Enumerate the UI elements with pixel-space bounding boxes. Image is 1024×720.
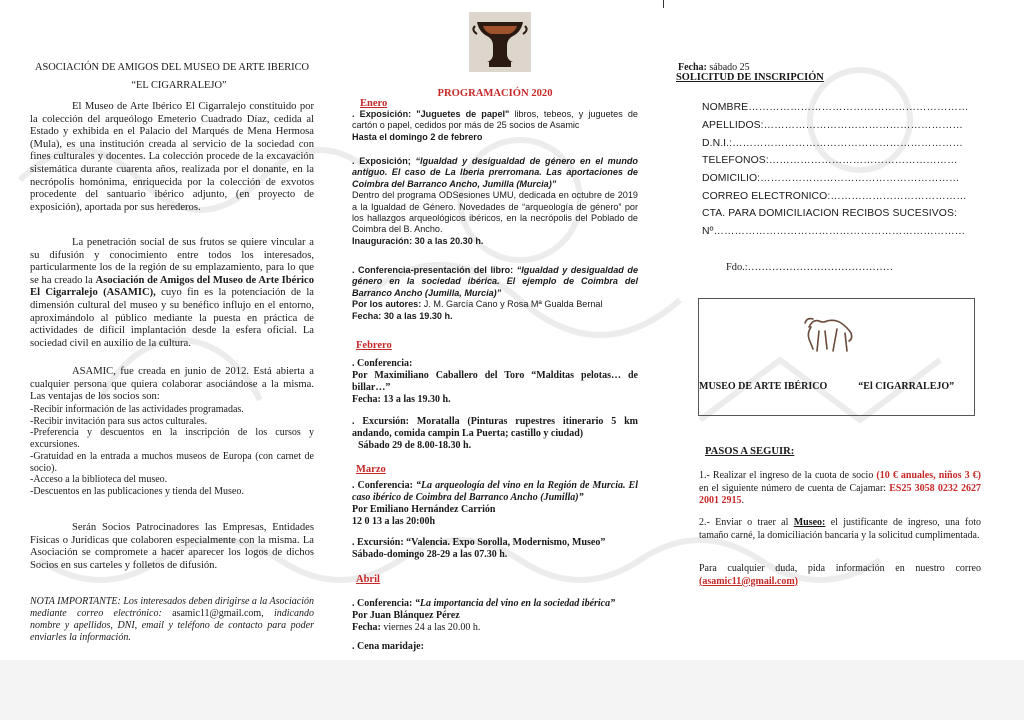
museum-name: MUSEO DE ARTE IBÉRICO bbox=[699, 381, 828, 392]
month-enero: Enero bbox=[360, 98, 388, 109]
form-title: SOLICITUD DE INSCRIPCIÓN bbox=[676, 72, 824, 83]
steps-title: PASOS A SEGUIR: bbox=[705, 446, 795, 457]
month-abril: Abril bbox=[356, 574, 380, 585]
note-text-start: NOTA IMPORTANTE: Los interesados deben dirigirse a la Asociación mediante correo electrónico: bbox=[30, 596, 314, 619]
event-date-label: Fecha: bbox=[352, 622, 381, 633]
event-label: . Conferencia: bbox=[352, 358, 413, 369]
horse-logo-icon bbox=[797, 313, 857, 359]
event-text: . Excursión: “Valencia. Expo Sorolla, Modernismo, Museo” bbox=[352, 537, 606, 548]
important-note bbox=[30, 596, 314, 644]
step1-text-end: . bbox=[741, 495, 744, 506]
registration-column bbox=[672, 0, 1002, 720]
fecha-label: Fecha: bbox=[678, 62, 707, 73]
fold-line-right bbox=[663, 0, 664, 8]
program-heading: PROGRAMACIÓN 2020 bbox=[437, 88, 553, 99]
benefit-item: -Acceso a la biblioteca del museo. bbox=[30, 474, 168, 486]
note-text-end: indicando nombre y apellidos, DNI, email y teléfono de contacto para poder enviarles la información. bbox=[30, 608, 314, 643]
event-title: “La importancia del vino en la sociedad ibérica” bbox=[414, 598, 616, 609]
event-label: . Conferencia: bbox=[352, 598, 415, 609]
event-maximiliano bbox=[352, 358, 638, 406]
step2-text-start: 2.- Enviar o traer al bbox=[699, 517, 794, 528]
event-valencia bbox=[352, 537, 638, 561]
event-cena: . Cena maridaje: bbox=[352, 641, 424, 652]
step-1 bbox=[699, 470, 981, 508]
step1-text-mid: en el siguiente número de cuenta de Cajamar: bbox=[699, 482, 890, 494]
event-text: Dentro del programa ODSesiones UMU, dedicada en octubre de 2019 a la Igualdad de Género. Novedades de “arqueología de género” por los hallazgos arqueológicos ibéricos, en la necrópolis del Poblado de Coimbra del B. Ancho. bbox=[352, 190, 638, 235]
event-vino-murcia bbox=[352, 480, 638, 528]
event-speaker: Por Juan Blánquez Pérez bbox=[352, 610, 460, 621]
museum-box bbox=[698, 298, 975, 416]
association-title: ASOCIACIÓN DE AMIGOS DEL MUSEO DE ARTE IBERICO bbox=[34, 62, 310, 73]
bank-account-number: ES25 3058 0232 2627 2001 2915 bbox=[699, 482, 981, 506]
field-apellidos[interactable]: APELLIDOS:………………………………………………… bbox=[702, 120, 963, 131]
step2-text-end: el justificante de ingreso, una foto tamaño carné, la domiciliación bancaria y la solicitud cumplimentada. bbox=[699, 517, 981, 541]
association-subtitle: “EL CIGARRALEJO” bbox=[131, 80, 227, 91]
event-date: 12 0 13 a las 20:00h bbox=[352, 516, 436, 527]
event-date: Sábado-domingo 28-29 a las 07.30 h. bbox=[352, 549, 508, 560]
museum-quote: “El CIGARRALEJO” bbox=[858, 381, 955, 392]
program-column bbox=[352, 0, 638, 720]
event-igualdad-expo bbox=[352, 156, 638, 247]
event-date: Sábado 29 de 8.00-18.30 h. bbox=[358, 440, 472, 451]
event-text: . Excursión: Moratalla (Pinturas rupestres itinerario 5 km andando, comida campin La Puerta; castillo y ciudad) bbox=[352, 416, 638, 439]
event-authors: J. M. García Cano y Rosa Mª Gualda Bernal bbox=[423, 299, 603, 310]
fecha-value: sábado 25 bbox=[706, 62, 750, 73]
event-moratalla bbox=[352, 416, 638, 452]
event-book-presentation bbox=[352, 265, 638, 322]
sponsors-paragraph: Serán Socios Patrocinadores las Empresas, Entidades Físicas o Jurídicas que colaboren especialmente con la misma. La Asociación se compromete a hacer aparecer los logos de dichos Socios en sus carteles y folletos de difusión. bbox=[30, 522, 314, 571]
benefit-item: -Recibir invitación para sus actos culturales. bbox=[30, 415, 208, 427]
step2-museo: Museo: bbox=[793, 517, 826, 528]
event-date: Hasta el domingo 2 de febrero bbox=[352, 131, 483, 142]
benefit-item: -Preferencia y descuentos en la inscripción de los cursos y excursiones. bbox=[30, 427, 314, 451]
membership-paragraph: ASAMIC, fue creada en junio de 2012. Está abierta a cualquier persona que quiera colaborar asociándose a la misma. Las ventajas de los socios son: bbox=[30, 366, 314, 403]
field-correo[interactable]: CORREO ELECTRÓNICO:………………………………… bbox=[702, 191, 967, 202]
event-title: "Juguetes de papel" bbox=[416, 109, 510, 119]
purpose-text-start: La penetración social de sus frutos se quiere vincular a su difusión y conocimiento entre todos los interesados, particularmente los de la región de su emplazamiento, para lo que se ha creado la bbox=[30, 237, 314, 286]
field-domicilio[interactable]: DOMICILIO:………………………………………………… bbox=[702, 173, 960, 184]
benefit-item: -Descuentos en las publicaciones y tienda del Museo. bbox=[30, 485, 244, 497]
month-febrero: Febrero bbox=[356, 340, 392, 351]
about-column bbox=[30, 0, 314, 720]
event-label: . Exposición; bbox=[352, 156, 416, 166]
field-cuenta-label: CTA. PARA DOMICILIACIÓN RECIBOS SUCESIVOS: bbox=[702, 208, 957, 219]
contact-email-link[interactable]: (asamic11@gmail.com) bbox=[699, 575, 799, 587]
museum-name-line bbox=[699, 381, 974, 392]
event-text: libros, tebeos, y juguetes de cartón o papel, cedidos por más de 25 socios de Asamic bbox=[352, 109, 638, 131]
purpose-text-end: cuyo fin es la potenciación de la dimensión cultural del museo y su benéfico influjo en el entorno, aproximándolo al público mediante la puesta en práctica de actividades de difícil implantación desde la esfera oficial. La sociedad civil en auxilio de la cultura. bbox=[30, 287, 314, 349]
event-date: Fecha: 13 a las 19.30 h. bbox=[352, 394, 451, 405]
purpose-paragraph bbox=[30, 237, 314, 350]
asamic-name: Asociación de Amigos del Museo de Arte Ibérico El Cigarralejo (ASAMIC), bbox=[30, 274, 315, 299]
benefits-list bbox=[30, 404, 314, 498]
event-title: “La arqueología del vino en la Región de Murcia. El caso ibérico de Coimbra del Barranco Ancho (Jumilla)” bbox=[352, 480, 638, 503]
note-email-link[interactable]: asamic11@gmail.com, bbox=[161, 608, 264, 619]
field-telefonos[interactable]: TELÉFONOS:……………………………………………… bbox=[702, 155, 958, 166]
event-vino-sociedad bbox=[352, 598, 638, 634]
event-title: “Igualdad y desigualdad de género en la sociedad ibérica. El ejemplo de Coimbra del Barranco Ancho (Jumilla, Murcia)” bbox=[352, 265, 639, 298]
event-authors-label: Por los autores: bbox=[352, 299, 424, 310]
event-label: . Exposición: bbox=[352, 109, 417, 119]
contact-line bbox=[699, 563, 981, 588]
step1-text-start: 1.- Realizar el ingreso de la cuota de socio bbox=[699, 470, 877, 481]
event-date: viernes 24 a las 20.00 h. bbox=[380, 622, 481, 633]
event-date: Inauguración: 30 a las 20.30 h. bbox=[352, 235, 484, 246]
month-marzo: Marzo bbox=[356, 464, 386, 475]
event-speaker: Por Emiliano Hernández Carrión bbox=[352, 504, 496, 515]
intro-paragraph: El Museo de Arte Ibérico El Cigarralejo constituido por la colección del arqueólogo Emeterio Cuadrado Díaz, cedida al Estado y exhibida en el Palacio del Marqués de Mena Hermosa (Mula), es una institución creada al servicio de la sociedad con fines culturales y docentes. La colección procede de la excavación sistemática durante cuarenta años, realizada por el donante, en la necrópolis homónima, enriquecida por la colección de exvotos procedente del santuario ibérico adjunto, (en proyecto de exposición), aportada por sus herederos. bbox=[30, 101, 314, 213]
benefit-item: -Gratuidad en la entrada a muchos museos de Europa (con carnet de socio). bbox=[30, 450, 314, 474]
field-dni[interactable]: D.N.I.:………………………………………………………… bbox=[702, 138, 963, 149]
event-text: Por Maximiliano Caballero del Toro “Malditas pelotas… de billar…” bbox=[352, 370, 638, 393]
event-label: . Conferencia: bbox=[352, 480, 416, 491]
field-nombre[interactable]: NOMBRE……………………………………………………… bbox=[702, 102, 969, 113]
event-label: . Conferencia-presentación del libro: bbox=[352, 265, 517, 275]
contact-text: Para cualquier duda, pida información en nuestro correo bbox=[699, 563, 981, 574]
iberian-vase-image bbox=[469, 12, 531, 72]
event-title: “Igualdad y desigualdad de género en el mundo antiguo. El caso de La Iberia prerromana. Las aportaciones de Coimbra del Barranco Ancho, Jumilla (Murcia)” bbox=[352, 156, 638, 189]
benefit-item: -Recibir información de las actividades programadas. bbox=[30, 404, 244, 415]
signature-line[interactable]: Fdo.:…………………………………… bbox=[726, 262, 894, 273]
event-juguetes bbox=[352, 109, 638, 143]
event-date: Fecha: 30 a las 19.30 h. bbox=[352, 310, 453, 321]
membership-fee: (10 € anuales, niños 3 €) bbox=[876, 470, 982, 481]
step-2 bbox=[699, 517, 981, 542]
field-numero-cuenta[interactable]: Nº……………………………………………………………… bbox=[702, 226, 966, 237]
